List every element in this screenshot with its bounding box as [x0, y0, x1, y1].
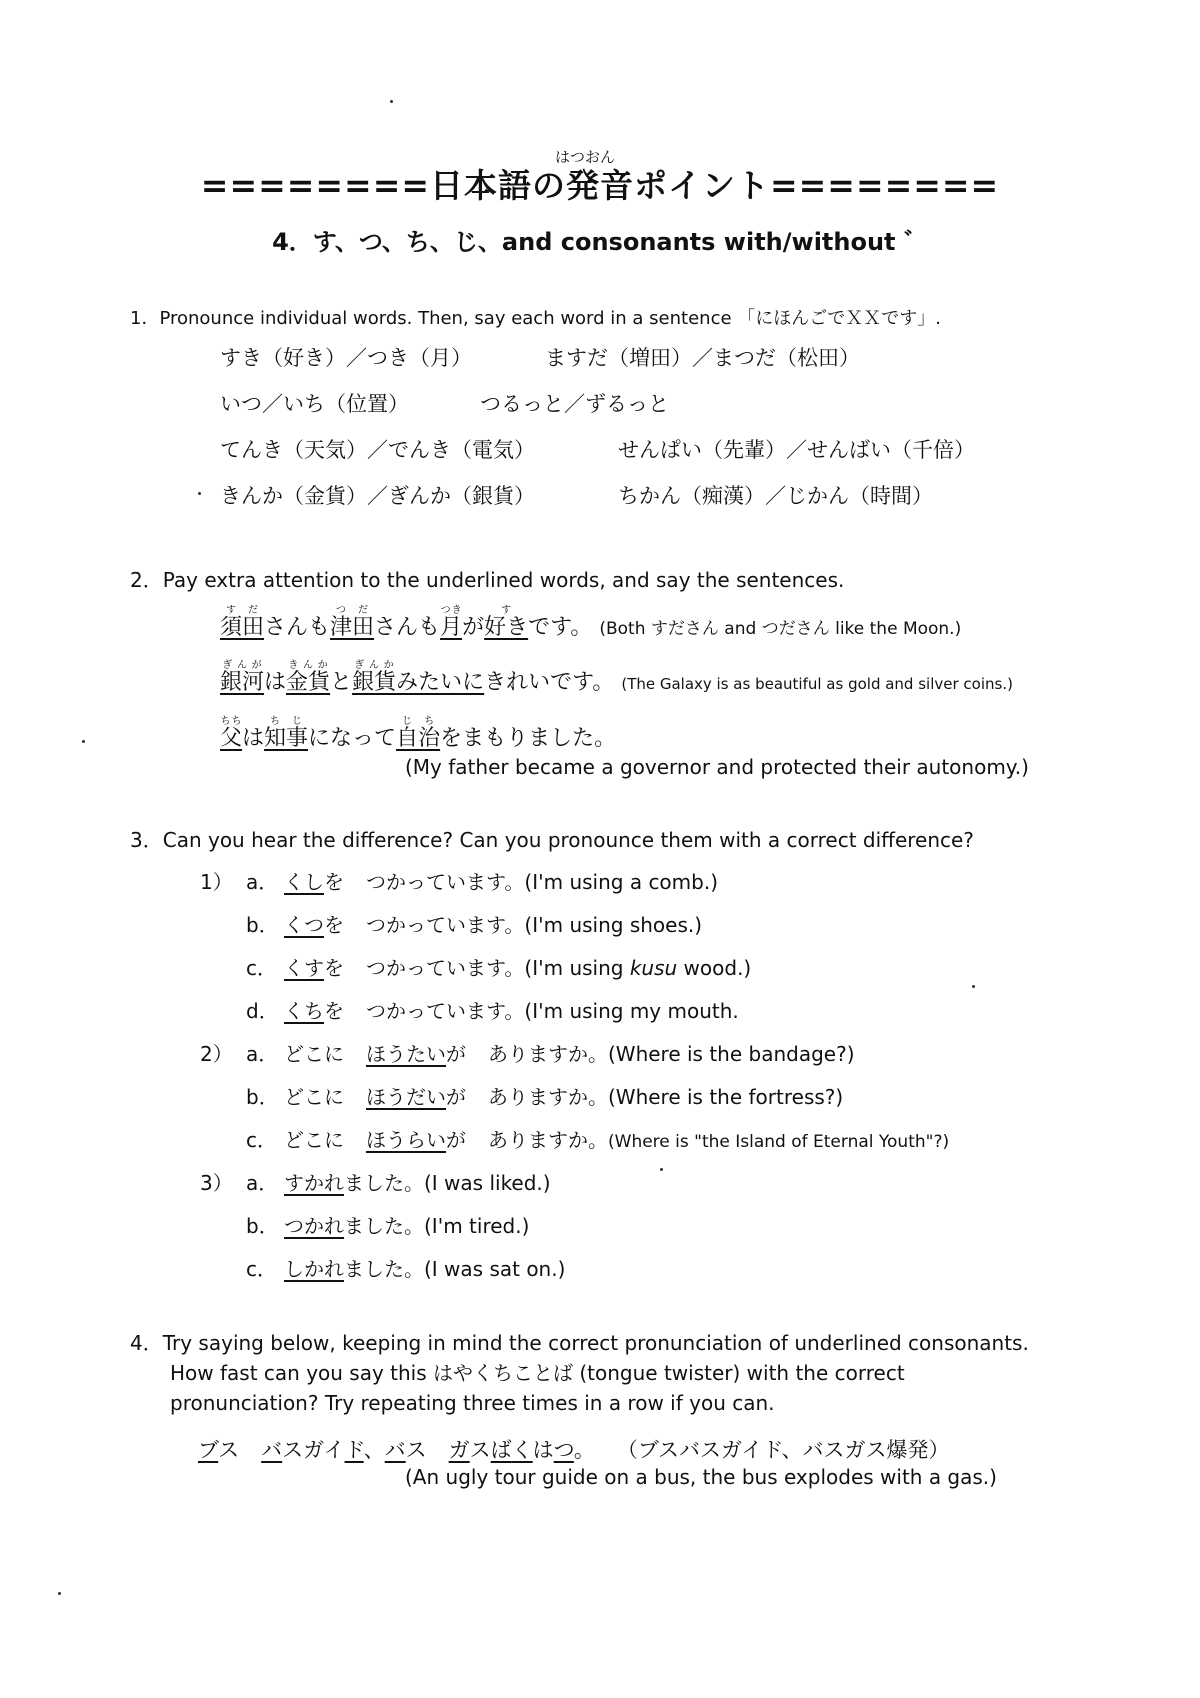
tongue-twister-translation: (An ugly tour guide on a bus, the bus explodes with a gas.) [405, 1465, 997, 1489]
s3-target-word: つかれ [284, 1214, 344, 1238]
s3-item-1c: c． くすを つかっています。(I'm using kusu wood.) [246, 956, 752, 980]
section1-row1-left: すき（好き）／つき（月） [220, 346, 472, 370]
s2-translation-3: (My father became a governor and protected their autonomy.) [405, 755, 1029, 779]
section1-row3-left: てんき（天気）／でんき（電気） [220, 438, 535, 462]
s2-word: 銀貨ぎんか [352, 660, 397, 695]
s3-target-word: くち [284, 999, 324, 1023]
s3-item-1a: 1） a． くしを つかっています。(I'm using a comb.) [200, 870, 719, 894]
s2-translation: (Both すださん and つださん like the Moon.) [599, 619, 962, 639]
s3-item-3b: b． つかれました。(I'm tired.) [246, 1214, 530, 1238]
s3-item-3a: 3） a． すかれました。(I was liked.) [200, 1171, 551, 1195]
s2-word: 須田すだ [220, 605, 265, 640]
section4-question [130, 1328, 1090, 1418]
section3-number: 3． [130, 828, 163, 852]
title-furigana: はつおん [555, 148, 616, 166]
section2-question [130, 564, 844, 593]
section1-row1-right: ますだ（増田）／まつだ（松田） [545, 346, 860, 370]
s2-word: 銀河ぎんが [220, 660, 265, 695]
s3-item-1b: b． くつを つかっています。(I'm using shoes.) [246, 913, 703, 937]
section4-line1: Try saying below, keeping in mind the correct pronunciation of underlined consonants. [162, 1331, 1029, 1355]
s3-target-word: ほうたい [366, 1042, 446, 1066]
scan-speck [58, 1592, 61, 1595]
scan-speck [390, 100, 393, 103]
section1-row2-right: つるっと／ずるっと [480, 392, 669, 416]
s3-item-3c: c． しかれました。(I was sat on.) [246, 1257, 566, 1281]
s2-word: 父ちち [220, 716, 243, 751]
s3-item-2b: b． どこに ほうだいが ありますか。(Where is the fortress?) [246, 1085, 844, 1109]
s3-target-word: しかれ [284, 1257, 344, 1281]
s3-item-2a: 2） a． どこに ほうたいが ありますか。(Where is the bandage?) [200, 1042, 855, 1066]
scan-speck [82, 740, 85, 743]
page-subtitle: 4．す、つ、ち、じ、and consonants with/without ゛ [272, 228, 928, 256]
tongue-twister: ブス バスガイド、バス ガスばくはつ。 （ブスバスガイド、バスガス爆発） [198, 1438, 950, 1462]
page-title: ========日本語の発音ポイント======== [200, 166, 1000, 205]
s3-target-word: くし [284, 870, 324, 894]
s2-translation: (The Galaxy is as beautiful as gold and silver coins.) [621, 675, 1013, 693]
scan-speck [660, 1168, 663, 1171]
tongue-twister-kanji: （ブスバスガイド、バスガス爆発） [616, 1438, 950, 1462]
section2-text: Pay extra attention to the underlined words, and say the sentences. [162, 568, 845, 592]
scan-speck [198, 492, 201, 495]
section3-question [130, 824, 974, 853]
section1-row4-right: ちかん（痴漢）／じかん（時間） [618, 484, 933, 508]
section2-sentence3: 父ちちは知事ちじになって自治じちをまもりました。 [220, 716, 617, 751]
section1-row2-left: いつ／いち（位置） [220, 392, 409, 416]
section1-text: Pronounce individual words. Then, say each word in a sentence 「にほんごでＸＸです」. [159, 308, 941, 329]
section4-line2: How fast can you say this はやくちことば (tongue twister) with the correct [170, 1361, 905, 1385]
s2-word: 津田つだ [330, 605, 375, 640]
s2-word: 月つき [440, 605, 463, 640]
section1-row3-right: せんぱい（先輩）／せんばい（千倍） [618, 438, 975, 462]
s3-target-word: くつ [284, 913, 324, 937]
s2-word: 金貨きんか [286, 660, 331, 695]
section4-number: 4． [130, 1331, 163, 1355]
section2-sentence2: 銀河ぎんがは金貨きんかと銀貨ぎんかみたいにきれいです。 (The Galaxy is as beautiful as gold and silver coins.) [220, 660, 1013, 695]
section1-question [130, 304, 941, 330]
s2-word: 好きす [484, 605, 529, 640]
section1-number: 1． [130, 308, 160, 329]
scan-speck [972, 985, 975, 988]
s3-target-word: ほうらい [366, 1128, 446, 1152]
section3-text: Can you hear the difference? Can you pronounce them with a correct difference? [162, 828, 974, 852]
section2-sentence1: 須田すださんも津田つださんも月つきが好きすです。 (Both すださん and つださん like the Moon.) [220, 605, 962, 640]
s2-word: 知事ちじ [264, 716, 309, 751]
section2-number: 2． [130, 568, 163, 592]
s3-target-word: ほうだい [366, 1085, 446, 1109]
section4-line3: pronunciation? Try repeating three times in a row if you can. [170, 1391, 775, 1415]
s3-item-2c: c． どこに ほうらいが ありますか。(Where is "the Island of Eternal Youth"?) [246, 1128, 950, 1152]
s3-target-word: くす [284, 956, 324, 980]
s2-word: 自治じち [396, 716, 441, 751]
s3-item-1d: d． くちを つかっています。(I'm using my mouth. [246, 999, 739, 1023]
section1-row4-left: きんか（金貨）／ぎんか（銀貨） [220, 484, 535, 508]
s3-target-word: すかれ [284, 1171, 344, 1195]
